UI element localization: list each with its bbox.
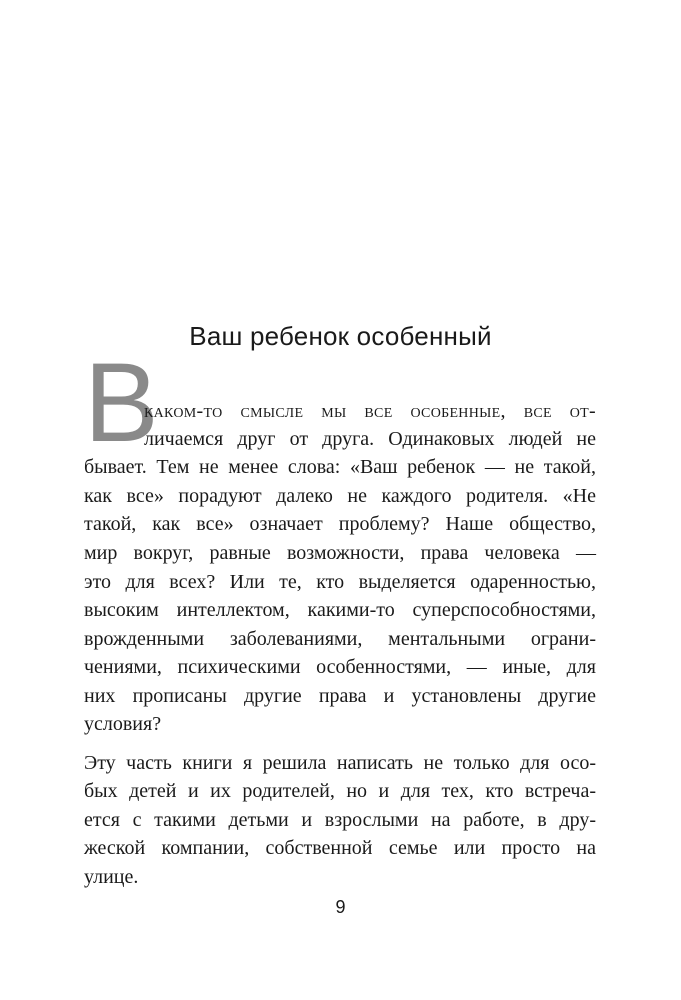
text-line: ется с такими детьми и взрослыми на работе, в дру- [84, 809, 596, 831]
text-line: это для всех? Или те, кто выделяется одаренностью, [84, 571, 596, 593]
text-line: условия? [84, 713, 162, 735]
text-line: чениями, психическими особенностями, — иные, для [84, 656, 596, 678]
text-line: жеской компании, собственной семье или просто на [84, 837, 596, 859]
text-line: врожденными заболеваниями, ментальными ограни- [84, 628, 596, 650]
text-line: личаемся друг от друга. Одинаковых людей не [144, 428, 596, 450]
page-number: 9 [335, 897, 346, 917]
text-line: них прописаны другие права и установлены другие [84, 685, 596, 707]
text-line: Эту часть книги я решила написать не только для осо- [84, 752, 596, 774]
text-line: такой, как все» означает проблему? Наше общество, [84, 513, 596, 535]
text-line: высоким интеллектом, какими-то суперспособностями, [84, 599, 596, 621]
text-line: мир вокруг, равные возможности, права человека — [84, 542, 596, 564]
drop-cap-letter: В [84, 340, 159, 465]
text-line: бывает. Тем не менее слова: «Ваш ребенок — не такой, [84, 456, 596, 478]
text-line: бых детей и их родителей, но и для тех, кто встреча- [84, 780, 596, 802]
text-line: каком-то смысле мы все особенные, все от- [144, 400, 596, 422]
text-line: улице. [84, 866, 139, 888]
chapter-title: Ваш ребенок особенный [189, 321, 492, 351]
text-line: как все» порадуют далеко не каждого родителя. «Не [84, 485, 596, 507]
